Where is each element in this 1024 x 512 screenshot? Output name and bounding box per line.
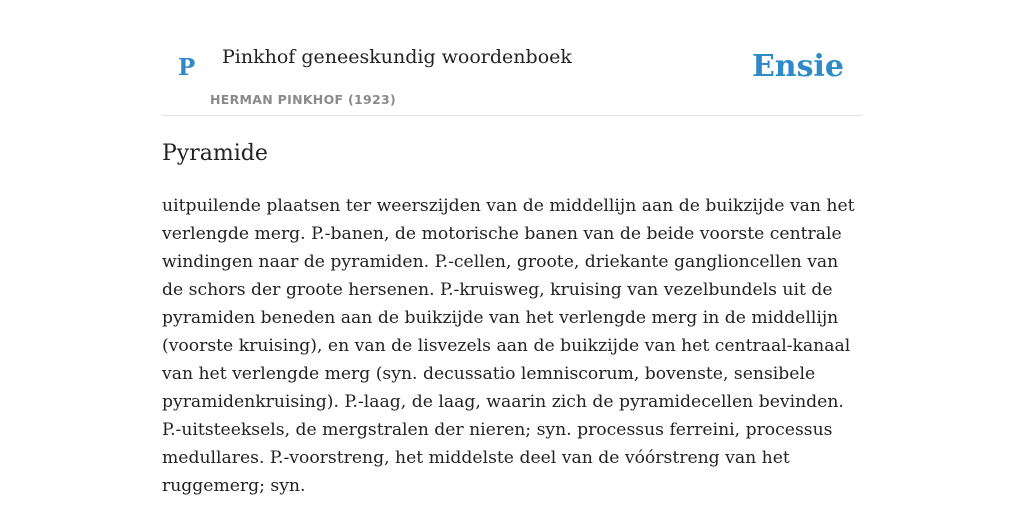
header xyxy=(162,0,862,116)
page xyxy=(162,0,862,496)
book-letter-icon: P xyxy=(178,54,196,81)
book-title[interactable]: Pinkhof geneeskundig woordenboek xyxy=(222,46,572,68)
entry-body: uitpuilende plaatsen ter weerszijden van de middellijn aan de buikzijde van het verlengde merg. P.-banen, de motorische banen van de beide voorste centrale windingen naar de pyramiden. P.-cellen, groote, driekante ganglioncellen van de schors der groote hersenen. P.-kruisweg, kruising van vezelbundels uit de pyramiden beneden aan de buikzijde van het verlengde merg in de middellijn (voorste kruising), en van de lisvezels aan de buikzijde van het centraal-kanaal van het verlengde merg (syn. decussatio lemniscorum, bovenste, sensibele pyramidenkruising). P.-laag, de laag, waarin zich de pyramidecellen bevinden. P.-uitsteeksels, de mergstralen der nieren; syn. processus ferreini, processus medullares. P.-voorstreng, het middelste deel van de vóórstreng van het ruggemerg; syn. xyxy=(162,196,855,496)
entry-title: Pyramide xyxy=(162,141,268,166)
brand-logo[interactable]: Ensie xyxy=(751,49,844,84)
book-author: HERMAN PINKHOF (1923) xyxy=(210,92,397,107)
